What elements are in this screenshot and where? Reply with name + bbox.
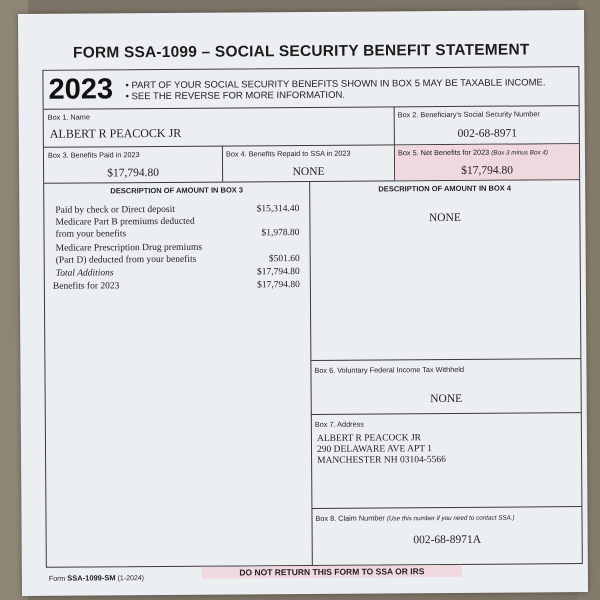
box2-ssn: 002-68-8971 [457, 127, 518, 140]
desc3-row-text: Paid by check or Direct deposit [55, 204, 175, 216]
box3-value: $17,794.80 [107, 167, 160, 180]
box6-value: NONE [430, 392, 463, 406]
do-not-return-notice: DO NOT RETURN THIS FORM TO SSA OR IRS [202, 565, 462, 579]
box1-label: Box 1. Name [47, 112, 90, 122]
address-line: MANCHESTER NH 03104-5566 [317, 455, 446, 466]
desc4-value: NONE [428, 211, 461, 225]
desc4-header: DESCRIPTION OF AMOUNT IN BOX 4 [378, 183, 512, 194]
box8-note: (Use this number if you need to contact SSA.) [386, 514, 515, 523]
divider [394, 106, 395, 144]
box5-note: (Box 3 minus Box 4) [491, 149, 548, 157]
divider [311, 412, 581, 415]
box1-name: ALBERT R PEACOCK JR [49, 125, 182, 141]
desc3-row-amount: $17,794.80 [257, 280, 300, 291]
box8-label: Box 8. Claim Number (Use this number if you need to contact SSA.) [315, 513, 515, 523]
desc3-row-amount: $17,794.80 [256, 267, 300, 278]
address-line: ALBERT R PEACOCK JR [316, 433, 422, 444]
box4-value: NONE [292, 165, 325, 179]
address-line: 290 DELAWARE AVE APT 1 [316, 444, 433, 455]
divider [311, 506, 581, 509]
box4-label: Box 4. Benefits Repaid to SSA in 2023 [225, 148, 351, 159]
box7-label: Box 7. Address [314, 419, 364, 429]
desc3-row-text: Medicare Part B premiums deducted [55, 216, 195, 228]
box3-label: Box 3. Benefits Paid in 2023 [47, 150, 140, 160]
desc3-row-text: Medicare Prescription Drug premiums [55, 242, 203, 254]
divider [310, 358, 580, 361]
desc3-row-text: (Part D) deducted from your benefits [55, 254, 197, 266]
tax-year: 2023 [48, 73, 114, 106]
desc3-row-text: from your benefits [55, 229, 127, 240]
form-title: FORM SSA-1099 – SOCIAL SECURITY BENEFIT STATEMENT [72, 41, 530, 62]
note-reverse: • SEE THE REVERSE FOR MORE INFORMATION. [125, 89, 345, 103]
desc3-row-amount: $501.60 [268, 254, 300, 265]
form-grid [42, 66, 582, 568]
desc3-benefits-total: Benefits for 2023 [52, 281, 120, 292]
divider [309, 181, 313, 565]
box5-label: Box 5. Net Benefits for 2023 (Box 3 minus Box 4) [397, 147, 548, 158]
desc3-row-amount: $1,978.80 [261, 228, 300, 239]
box2-label: Box 2. Beneficiary's Social Security Number [397, 109, 540, 120]
box8-claim-number: 002-68-8971A [413, 533, 482, 547]
box5-value: $17,794.80 [461, 164, 513, 177]
desc3-header: DESCRIPTION OF AMOUNT IN BOX 3 [110, 185, 244, 196]
form-footer-id: Form SSA-1099-SM (1-2024) [48, 573, 145, 583]
form-paper [18, 10, 588, 596]
desc3-total-additions: Total Additions [55, 268, 114, 279]
note-taxable: • PART OF YOUR SOCIAL SECURITY BENEFITS SHOWN IN BOX 5 MAY BE TAXABLE INCOME. [125, 77, 546, 92]
form-notes [125, 77, 545, 102]
box7-address [317, 433, 446, 467]
box6-label: Box 6. Voluntary Federal Income Tax Withheld [314, 364, 465, 375]
desc3-row-amount: $15,314.40 [256, 204, 300, 215]
